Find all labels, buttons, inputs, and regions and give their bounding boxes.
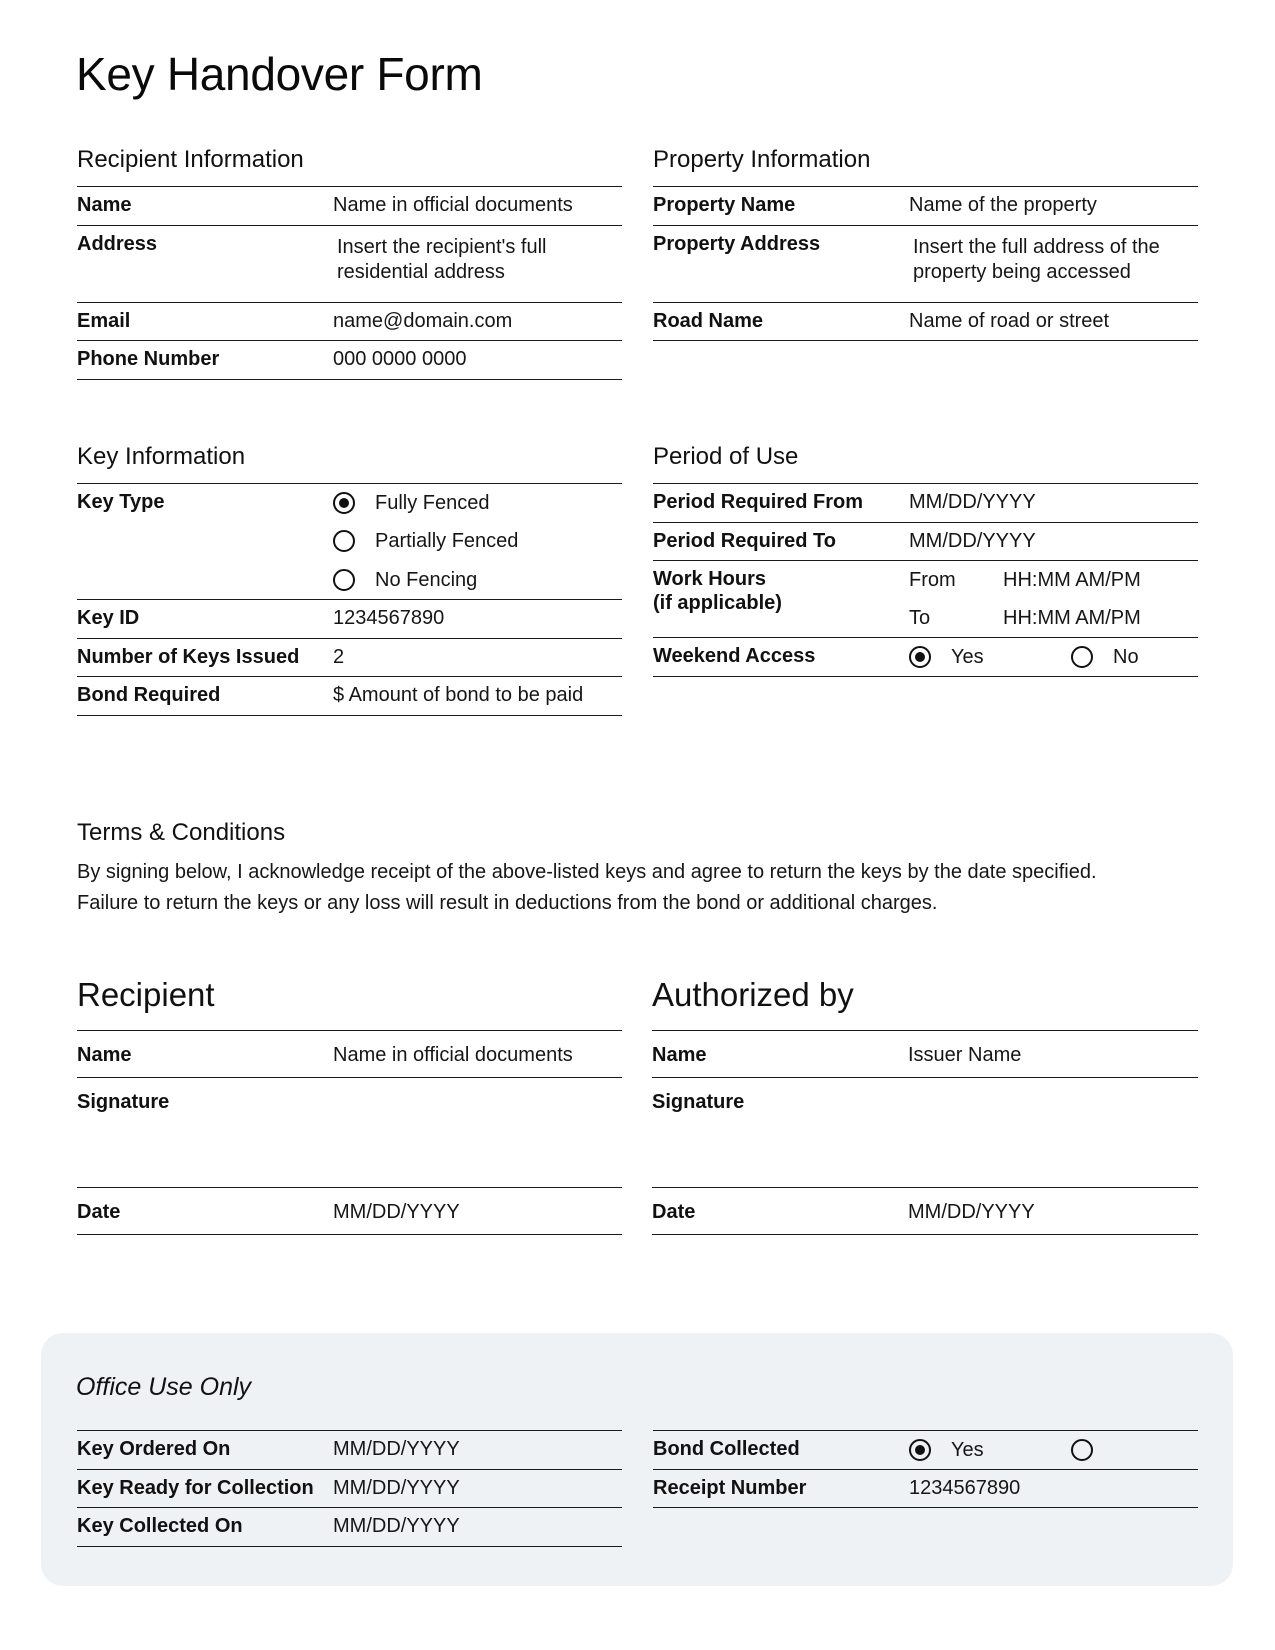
authorized-signature-row[interactable]: [652, 1078, 1198, 1188]
property-address-field[interactable]: [909, 226, 1160, 302]
property-name-label: Property Name: [653, 194, 796, 216]
work-hours-from-label: From: [909, 568, 956, 591]
keys-issued-label: Number of Keys Issued: [77, 645, 300, 668]
authorized-by-heading: Authorized by: [652, 976, 854, 1013]
recipient-address-field[interactable]: [333, 226, 546, 302]
work-hours-row: [653, 561, 1198, 638]
keys-issued-row: [77, 639, 622, 678]
bond-collected-row: [653, 1431, 1198, 1470]
bond-required-row: [77, 677, 622, 716]
period-from-label: Period Required From: [653, 491, 864, 513]
road-name-field[interactable]: Name of road or street: [909, 309, 1110, 332]
radio-label: No: [1113, 646, 1139, 669]
keys-issued-field[interactable]: 2: [333, 645, 345, 668]
recipient-address-row: [77, 226, 622, 303]
authorized-date-label: Date: [652, 1201, 696, 1223]
key-collected-on-row: [77, 1508, 622, 1547]
recipient-signature-table: [77, 1030, 622, 1235]
key-ordered-on-field[interactable]: MM/DD/YYYY: [333, 1438, 460, 1460]
office-use-heading: Office Use Only: [76, 1373, 252, 1401]
radio-unchecked-icon[interactable]: [333, 530, 355, 552]
terms-line-1: By signing below, I acknowledge receipt of the above-listed keys and agree to return the keys by the date specified.: [77, 861, 1097, 883]
radio-unchecked-icon[interactable]: [1071, 646, 1093, 668]
recipient-address-label: Address: [77, 232, 158, 255]
authorized-date-row: [652, 1188, 1198, 1235]
road-name-label: Road Name: [653, 309, 764, 332]
recipient-date-row: [77, 1188, 622, 1235]
recipient-email-row: [77, 303, 622, 342]
recipient-phone-label: Phone Number: [77, 348, 220, 370]
bond-collected-option-yes[interactable]: [909, 1431, 1071, 1470]
office-use-right-table: [653, 1430, 1198, 1508]
key-type-option-partially-fenced[interactable]: [333, 522, 518, 560]
period-to-row: [653, 523, 1198, 562]
bond-required-label: Bond Required: [77, 684, 221, 706]
work-hours-to-field[interactable]: HH:MM AM/PM: [1003, 606, 1141, 629]
weekend-access-row: [653, 638, 1198, 677]
recipient-email-label: Email: [77, 309, 131, 332]
recipient-signature-row[interactable]: [77, 1078, 622, 1188]
work-hours-label-line2: (if applicable): [653, 592, 782, 614]
radio-label: Yes: [951, 646, 984, 669]
road-name-row: [653, 303, 1198, 342]
key-ready-row: [77, 1470, 622, 1509]
work-hours-from: [909, 561, 1198, 599]
recipient-phone-row: [77, 341, 622, 380]
authorized-signature-table: [652, 1030, 1198, 1235]
property-information-table: [653, 186, 1198, 341]
key-ordered-on-row: [77, 1431, 622, 1470]
receipt-number-row: [653, 1470, 1198, 1509]
key-type-radio-group: [333, 484, 518, 599]
recipient-sign-name-field[interactable]: Name in official documents: [333, 1044, 573, 1066]
key-id-field[interactable]: 1234567890: [333, 607, 445, 629]
authorized-name-row: [652, 1031, 1198, 1078]
period-to-field[interactable]: MM/DD/YYYY: [909, 529, 1036, 552]
key-ready-label: Key Ready for Collection: [77, 1476, 314, 1499]
period-from-field[interactable]: MM/DD/YYYY: [909, 491, 1036, 513]
recipient-address-line1: Insert the recipient's full: [337, 235, 547, 258]
radio-checked-icon[interactable]: [909, 1439, 931, 1461]
weekend-access-option-no[interactable]: [1071, 638, 1139, 677]
key-ready-field[interactable]: MM/DD/YYYY: [333, 1476, 460, 1499]
radio-label: Partially Fenced: [375, 530, 519, 553]
key-collected-on-label: Key Collected On: [77, 1515, 243, 1537]
radio-label: Yes: [951, 1439, 984, 1462]
key-information-heading: Key Information: [77, 443, 246, 470]
recipient-sign-name-label: Name: [77, 1044, 132, 1066]
recipient-signature-label: Signature: [77, 1091, 170, 1113]
work-hours-to: [909, 599, 1198, 637]
recipient-information-heading: Recipient Information: [77, 146, 304, 173]
receipt-number-label: Receipt Number: [653, 1476, 807, 1499]
recipient-name-label: Name: [77, 194, 132, 216]
work-hours-to-label: To: [909, 606, 931, 629]
radio-checked-icon[interactable]: [333, 492, 355, 514]
terms-body: [77, 857, 1217, 919]
authorized-signature-label: Signature: [652, 1091, 745, 1113]
bond-collected-option-no[interactable]: [1071, 1431, 1113, 1470]
page-title: Key Handover Form: [76, 48, 483, 100]
terms-line-2: Failure to return the keys or any loss will result in deductions from the bond or additional charges.: [77, 892, 938, 914]
key-information-table: [77, 483, 622, 716]
authorized-name-label: Name: [652, 1044, 707, 1066]
radio-label: No Fencing: [375, 568, 478, 591]
terms-heading: Terms & Conditions: [77, 819, 286, 846]
weekend-access-label: Weekend Access: [653, 645, 816, 667]
key-id-row: [77, 600, 622, 639]
key-type-row: [77, 484, 622, 600]
key-ordered-on-label: Key Ordered On: [77, 1438, 231, 1460]
recipient-signature-heading: Recipient: [77, 976, 215, 1013]
period-of-use-heading: Period of Use: [653, 443, 799, 470]
key-id-label: Key ID: [77, 607, 140, 629]
property-name-row: [653, 187, 1198, 226]
recipient-sign-name-row: [77, 1031, 622, 1078]
property-address-line2: property being accessed: [913, 260, 1131, 283]
recipient-date-label: Date: [77, 1201, 121, 1223]
recipient-information-table: [77, 186, 622, 380]
work-hours-fields: [909, 561, 1198, 637]
authorized-name-field[interactable]: Issuer Name: [908, 1044, 1022, 1066]
property-address-line1: Insert the full address of the: [913, 235, 1160, 258]
radio-unchecked-icon[interactable]: [333, 569, 355, 591]
work-hours-label-line1: Work Hours: [653, 568, 766, 590]
recipient-address-line2: residential address: [337, 260, 505, 283]
period-to-label: Period Required To: [653, 529, 836, 552]
work-hours-label: [653, 561, 909, 637]
bond-collected-radio-group: [909, 1431, 1113, 1470]
key-type-option-fully-fenced[interactable]: [333, 484, 518, 522]
property-address-row: [653, 226, 1198, 303]
work-hours-from-field[interactable]: HH:MM AM/PM: [1003, 568, 1141, 591]
bond-collected-label: Bond Collected: [653, 1438, 800, 1460]
property-name-field[interactable]: Name of the property: [909, 194, 1097, 216]
bond-required-field[interactable]: $ Amount of bond to be paid: [333, 684, 584, 706]
office-use-left-table: [77, 1430, 622, 1547]
property-information-heading: Property Information: [653, 146, 871, 173]
weekend-access-option-yes[interactable]: [909, 638, 1071, 677]
radio-unchecked-icon[interactable]: [1071, 1439, 1093, 1461]
recipient-email-field[interactable]: name@domain.com: [333, 309, 513, 332]
radio-label: Fully Fenced: [375, 492, 490, 515]
radio-checked-icon[interactable]: [909, 646, 931, 668]
recipient-name-field[interactable]: Name in official documents: [333, 194, 573, 216]
receipt-number-field[interactable]: 1234567890: [909, 1476, 1021, 1499]
period-of-use-table: [653, 483, 1198, 677]
recipient-name-row: [77, 187, 622, 226]
key-collected-on-field[interactable]: MM/DD/YYYY: [333, 1515, 460, 1537]
key-type-label: Key Type: [77, 491, 165, 513]
recipient-date-field[interactable]: MM/DD/YYYY: [333, 1201, 460, 1223]
recipient-phone-field[interactable]: 000 0000 0000: [333, 348, 467, 370]
key-type-option-no-fencing[interactable]: [333, 561, 518, 599]
authorized-date-field[interactable]: MM/DD/YYYY: [908, 1201, 1035, 1223]
weekend-access-radio-group: [909, 638, 1139, 677]
period-from-row: [653, 484, 1198, 523]
property-address-label: Property Address: [653, 232, 821, 255]
